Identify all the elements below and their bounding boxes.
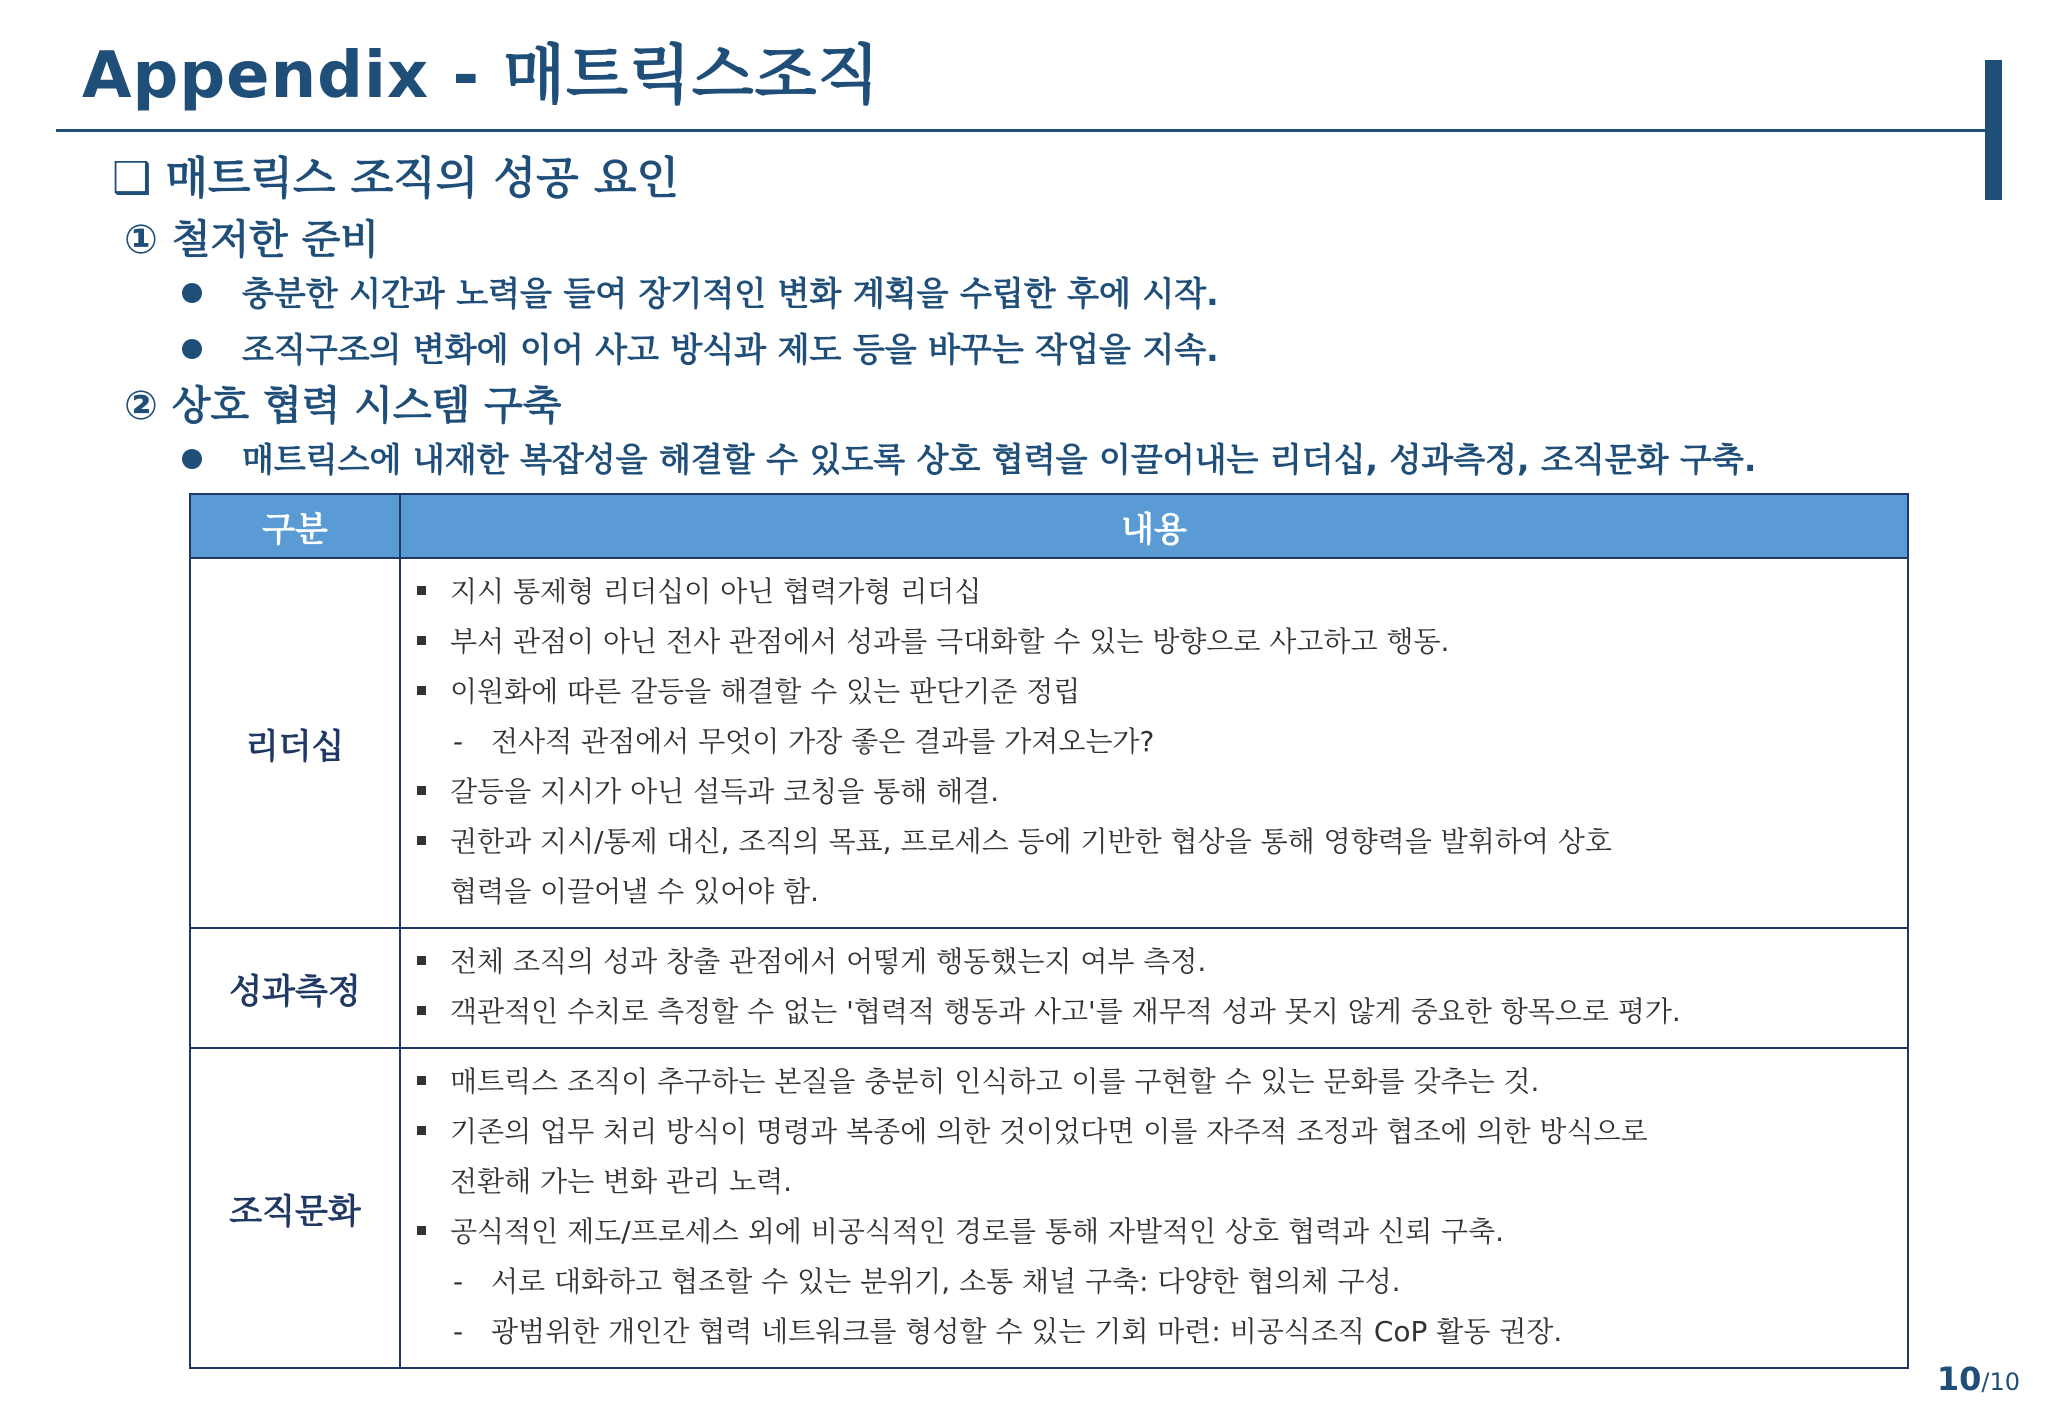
content-text: 객관적인 수치로 측정할 수 없는 '협력적 행동과 사고'를 재무적 성과 못지 않게 중요한 항목으로 평가. bbox=[450, 995, 1681, 1028]
circled-number-1: ① bbox=[124, 217, 158, 263]
bullet-item bbox=[182, 268, 1219, 315]
square-bullet-icon bbox=[417, 1076, 426, 1085]
content-sub-bullet bbox=[417, 717, 1897, 767]
sub-heading-1 bbox=[124, 208, 379, 265]
content-text: 전사적 관점에서 무엇이 가장 좋은 결과를 가져오는가? bbox=[491, 725, 1155, 758]
content-text: 권한과 지시/통제 대신, 조직의 목표, 프로세스 등에 기반한 협상을 통해 영향력을 발휘하여 상호 bbox=[450, 825, 1612, 858]
table-row bbox=[190, 928, 1908, 1048]
content-bullet bbox=[417, 987, 1897, 1037]
content-text: 매트릭스 조직이 추구하는 본질을 충분히 인식하고 이를 구현할 수 있는 문화를 갖추는 것. bbox=[450, 1065, 1540, 1098]
row-content bbox=[400, 928, 1908, 1048]
square-bullet-icon bbox=[417, 956, 426, 965]
square-bullet-icon bbox=[417, 1226, 426, 1235]
content-bullet bbox=[417, 767, 1897, 817]
bullet-text: 충분한 시간과 노력을 들여 장기적인 변화 계획을 수립한 후에 시작. bbox=[242, 274, 1219, 313]
content-text: 협력을 이끌어낼 수 있어야 함. bbox=[450, 875, 820, 908]
square-bullet-icon bbox=[417, 586, 426, 595]
dash-bullet-icon: - bbox=[453, 725, 464, 758]
content-bullet bbox=[417, 1057, 1897, 1107]
table-header-row bbox=[190, 494, 1908, 558]
bullet-dot-icon bbox=[182, 449, 202, 469]
content-bullet bbox=[417, 1107, 1897, 1157]
row-label: 리더십 bbox=[190, 558, 400, 928]
row-content bbox=[400, 558, 1908, 928]
column-header-category: 구분 bbox=[190, 494, 400, 558]
page-total: /10 bbox=[1981, 1368, 2020, 1396]
column-header-content: 내용 bbox=[400, 494, 1908, 558]
content-text: 부서 관점이 아닌 전사 관점에서 성과를 극대화할 수 있는 방향으로 사고하고 행동. bbox=[450, 625, 1450, 658]
circled-number-2: ② bbox=[124, 383, 158, 429]
content-text: 지시 통제형 리더십이 아닌 협력가형 리더십 bbox=[450, 575, 982, 608]
content-text: 서로 대화하고 협조할 수 있는 분위기, 소통 채널 구축: 다양한 협의체 구성. bbox=[491, 1265, 1401, 1298]
checkbox-bullet-icon: ❑ bbox=[112, 153, 152, 204]
content-sub-bullet bbox=[417, 1257, 1897, 1307]
page-current: 10 bbox=[1936, 1360, 1982, 1398]
bullet-item bbox=[182, 324, 1219, 371]
section-heading-text: 매트릭스 조직의 성공 요인 bbox=[165, 153, 679, 204]
bullet-text: 조직구조의 변화에 이어 사고 방식과 제도 등을 바꾸는 작업을 지속. bbox=[242, 330, 1219, 369]
dash-bullet-icon: - bbox=[453, 1265, 464, 1298]
content-bullet bbox=[417, 1207, 1897, 1257]
content-text: 광범위한 개인간 협력 네트워크를 형성할 수 있는 기회 마련: 비공식조직 CoP 활동 권장. bbox=[491, 1315, 1563, 1348]
content-text: 갈등을 지시가 아닌 설득과 코칭을 통해 해결. bbox=[450, 775, 1000, 808]
sub-heading-1-text: 철저한 준비 bbox=[171, 217, 380, 263]
slide-title: Appendix - 매트릭스조직 bbox=[82, 39, 881, 113]
square-bullet-icon bbox=[417, 636, 426, 645]
content-bullet bbox=[417, 667, 1897, 717]
content-bullet bbox=[417, 817, 1897, 867]
content-sub-bullet bbox=[417, 1307, 1897, 1357]
content-text: 전환해 가는 변화 관리 노력. bbox=[450, 1165, 793, 1198]
table-row bbox=[190, 558, 1908, 928]
content-bullet bbox=[417, 617, 1897, 667]
sub-heading-2-text: 상호 협력 시스템 구축 bbox=[171, 383, 562, 429]
bullet-dot-icon bbox=[182, 339, 202, 359]
table-body bbox=[190, 558, 1908, 1368]
square-bullet-icon bbox=[417, 836, 426, 845]
table-row bbox=[190, 1048, 1908, 1368]
bullet-dot-icon bbox=[182, 283, 202, 303]
content-text: 공식적인 제도/프로세스 외에 비공식적인 경로를 통해 자발적인 상호 협력과 신뢰 구축. bbox=[450, 1215, 1505, 1248]
row-label: 성과측정 bbox=[190, 928, 400, 1048]
content-text: 기존의 업무 처리 방식이 명령과 복종에 의한 것이었다면 이를 자주적 조정과 협조에 의한 방식으로 bbox=[450, 1115, 1648, 1148]
section-heading bbox=[112, 142, 679, 206]
bullet-item bbox=[182, 434, 1756, 481]
content-text: 전체 조직의 성과 창출 관점에서 어떻게 행동했는지 여부 측정. bbox=[450, 945, 1207, 978]
square-bullet-icon bbox=[417, 1126, 426, 1135]
sub-heading-2 bbox=[124, 374, 561, 431]
square-bullet-icon bbox=[417, 686, 426, 695]
dash-bullet-icon: - bbox=[453, 1315, 464, 1348]
square-bullet-icon bbox=[417, 1006, 426, 1015]
bullet-text: 매트릭스에 내재한 복잡성을 해결할 수 있도록 상호 협력을 이끌어내는 리더십, 성과측정, 조직문화 구축. bbox=[242, 440, 1757, 479]
content-continuation bbox=[417, 1157, 1897, 1207]
row-label: 조직문화 bbox=[190, 1048, 400, 1368]
success-factor-table bbox=[189, 493, 1909, 1369]
row-content bbox=[400, 1048, 1908, 1368]
square-bullet-icon bbox=[417, 786, 426, 795]
content-text: 이원화에 따른 갈등을 해결할 수 있는 판단기준 정립 bbox=[450, 675, 1081, 708]
page-number bbox=[1937, 1360, 2020, 1398]
content-continuation bbox=[417, 867, 1897, 917]
content-bullet bbox=[417, 567, 1897, 617]
accent-bar bbox=[1985, 60, 2002, 200]
title-divider bbox=[56, 129, 1986, 132]
content-bullet bbox=[417, 937, 1897, 987]
